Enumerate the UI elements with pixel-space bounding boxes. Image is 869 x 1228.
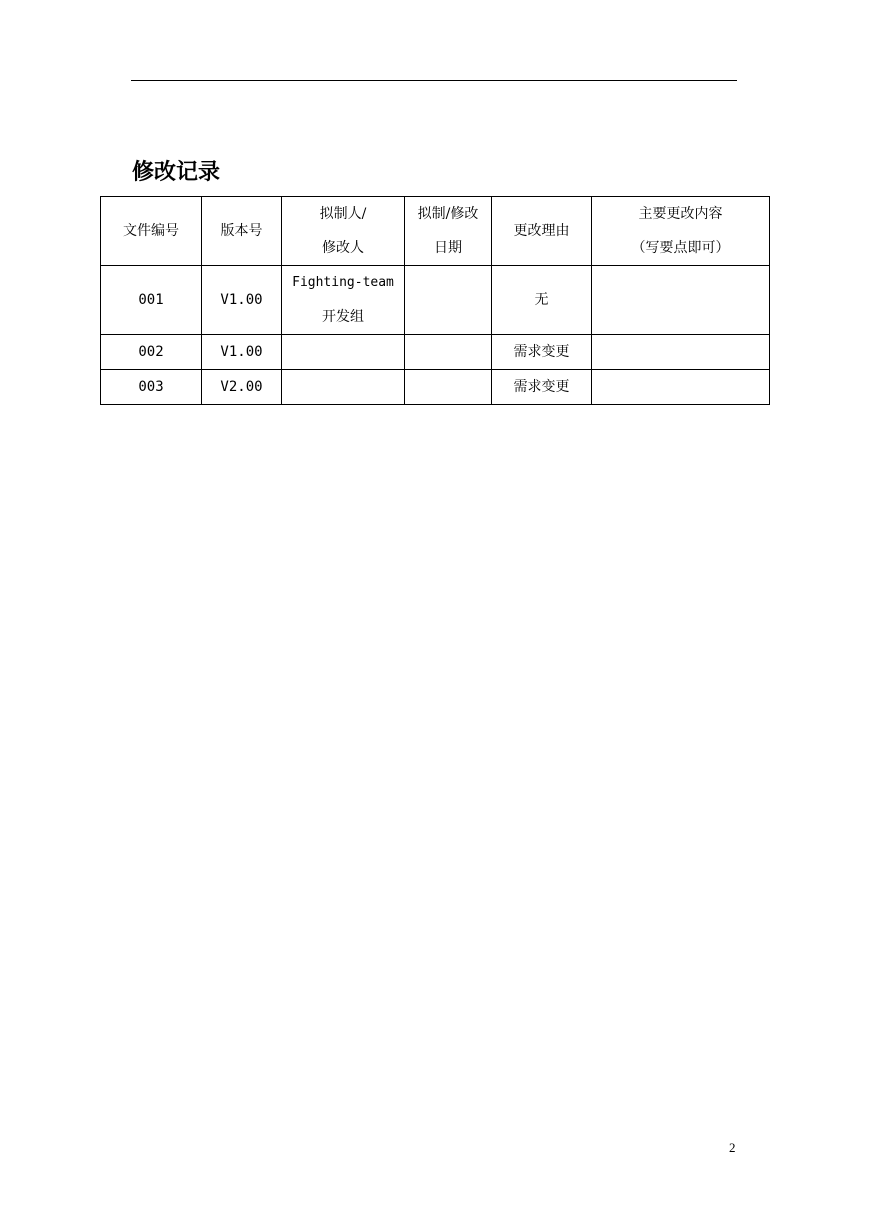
- header-date: 拟制/修改 日期: [405, 197, 492, 266]
- header-doc-no: 文件编号: [101, 197, 202, 266]
- cell-author: Fighting-team 开发组: [282, 266, 405, 335]
- cell-version: V2.00: [202, 370, 282, 405]
- header-reason: 更改理由: [492, 197, 592, 266]
- cell-reason: 需求变更: [492, 370, 592, 405]
- cell-reason: 无: [492, 266, 592, 335]
- table-row: [101, 266, 770, 335]
- header-content: 主要更改内容 （写要点即可）: [592, 197, 770, 266]
- cell-version: V1.00: [202, 266, 282, 335]
- header-author: 拟制人/ 修改人: [282, 197, 405, 266]
- cell-author: [282, 335, 405, 370]
- cell-version: V1.00: [202, 335, 282, 370]
- cell-date: [405, 335, 492, 370]
- cell-author: [282, 370, 405, 405]
- section-title: 修改记录: [132, 160, 221, 185]
- cell-content: [592, 335, 770, 370]
- cell-doc-no: 001: [101, 266, 202, 335]
- cell-doc-no: 003: [101, 370, 202, 405]
- cell-content: [592, 370, 770, 405]
- cell-doc-no: 002: [101, 335, 202, 370]
- table-row: [101, 370, 770, 405]
- table-header-row: [101, 197, 770, 266]
- header-version: 版本号: [202, 197, 282, 266]
- cell-content: [592, 266, 770, 335]
- cell-date: [405, 266, 492, 335]
- revision-table: [100, 196, 770, 405]
- cell-reason: 需求变更: [492, 335, 592, 370]
- header-rule: [131, 80, 737, 81]
- cell-date: [405, 370, 492, 405]
- page-number: 2: [729, 1140, 736, 1155]
- table-row: [101, 335, 770, 370]
